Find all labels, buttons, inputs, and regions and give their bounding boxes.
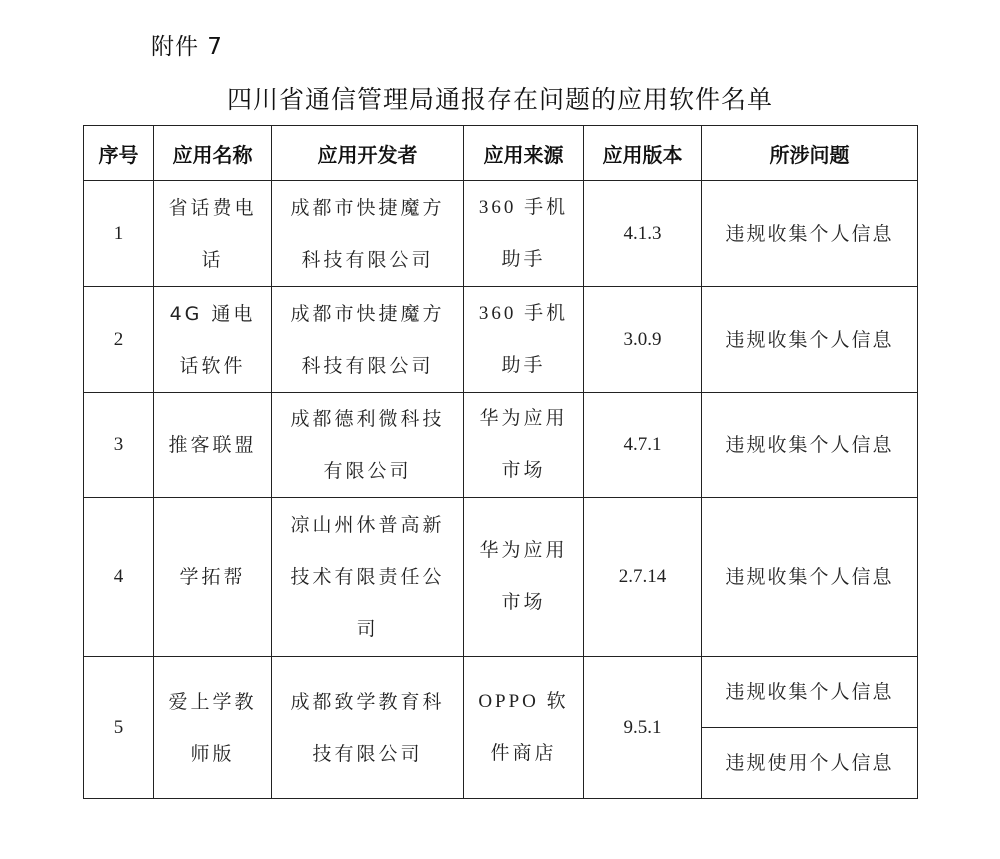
developer: 凉山州休普高新 技术有限责任公 司	[272, 498, 464, 657]
row-no: 2	[84, 287, 154, 393]
version: 4.1.3	[584, 181, 702, 287]
source: 华为应用 市场	[464, 393, 584, 498]
version: 9.5.1	[584, 657, 702, 799]
app-name: 学拓帮	[154, 498, 272, 657]
row-no: 3	[84, 393, 154, 498]
version: 2.7.14	[584, 498, 702, 657]
source: 360 手机 助手	[464, 181, 584, 287]
developer: 成都市快捷魔方 科技有限公司	[272, 181, 464, 287]
header-source: 应用来源	[464, 126, 584, 181]
table-row	[84, 287, 918, 393]
developer: 成都德利微科技 有限公司	[272, 393, 464, 498]
issue: 违规收集个人信息	[702, 393, 918, 498]
header-version: 应用版本	[584, 126, 702, 181]
app-name: 推客联盟	[154, 393, 272, 498]
app-name: 省话费电 话	[154, 181, 272, 287]
table-row	[84, 393, 918, 498]
header-app-name: 应用名称	[154, 126, 272, 181]
app-name: 爱上学教 师版	[154, 657, 272, 799]
source: OPPO 软 件商店	[464, 657, 584, 799]
app-list-table	[83, 125, 918, 799]
document-title: 四川省通信管理局通报存在问题的应用软件名单	[226, 85, 773, 114]
developer: 成都致学教育科 技有限公司	[272, 657, 464, 799]
issue: 违规收集个人信息	[702, 498, 918, 657]
row-no: 5	[84, 657, 154, 799]
source: 360 手机 助手	[464, 287, 584, 393]
issue: 违规收集个人信息	[702, 287, 918, 393]
issue: 违规收集个人信息	[702, 181, 918, 287]
issue: 违规收集个人信息	[702, 657, 918, 728]
row-no: 4	[84, 498, 154, 657]
source: 华为应用 市场	[464, 498, 584, 657]
table-row	[84, 181, 918, 287]
row-no: 1	[84, 181, 154, 287]
header-issue: 所涉问题	[702, 126, 918, 181]
version: 4.7.1	[584, 393, 702, 498]
version: 3.0.9	[584, 287, 702, 393]
issue: 违规使用个人信息	[702, 728, 918, 799]
header-developer: 应用开发者	[272, 126, 464, 181]
attachment-label: 附件 7	[151, 34, 223, 60]
app-name: 4G 通电 话软件	[154, 287, 272, 393]
table-header-row	[84, 126, 918, 181]
header-no: 序号	[84, 126, 154, 181]
developer: 成都市快捷魔方 科技有限公司	[272, 287, 464, 393]
table-row	[84, 498, 918, 657]
table-row	[84, 657, 918, 728]
